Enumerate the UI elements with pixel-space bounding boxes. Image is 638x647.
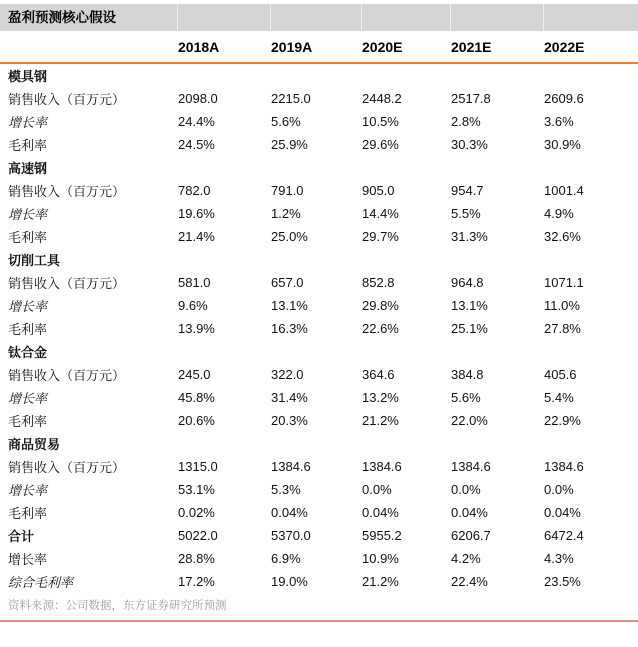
cell-value [177,248,270,271]
cell-value: 32.6% [544,229,581,244]
column-header-2020e: 2020E [361,33,450,63]
column-separator [543,4,544,31]
cell-value: 2098.0 [178,91,218,106]
column-separator [361,4,362,31]
row-label: 高速钢 [8,161,48,176]
row-label: 商品贸易 [8,437,61,452]
table-row [0,294,638,317]
row-label: 合计 [8,529,35,544]
cell-value: 2448.2 [362,91,402,106]
cell-value: 22.9% [544,413,581,428]
bottom-rule [0,620,638,622]
cell-value: 28.8% [178,551,215,566]
cell-value: 14.4% [362,206,399,221]
row-label: 销售收入（百万元） [8,368,126,383]
table-row [0,386,638,409]
table-row [0,547,638,570]
row-label: 增长率 [8,483,48,498]
row-label: 销售收入（百万元） [8,92,126,107]
cell-value: 782.0 [178,183,211,198]
cell-value: 11.0% [544,298,580,313]
column-header-row [0,33,638,63]
cell-value: 0.04% [544,505,581,520]
cell-value [450,432,543,455]
cell-value: 29.8% [362,298,399,313]
cell-value: 5.6% [451,390,481,405]
cell-value: 1001.4 [544,183,584,198]
row-label: 销售收入（百万元） [8,460,126,475]
row-label: 增长率 [8,299,48,314]
table-row [0,202,638,225]
cell-value: 0.0% [544,482,574,497]
column-header-blank [0,33,177,63]
cell-value: 1384.6 [451,459,491,474]
cell-value: 1.2% [271,206,301,221]
cell-value [270,340,361,363]
table-row [0,179,638,202]
cell-value: 16.3% [271,321,308,336]
cell-value [361,63,450,87]
cell-value: 2609.6 [544,91,584,106]
cell-value: 20.6% [178,413,215,428]
column-separator [270,4,271,31]
source-note: 资料来源：公司数据，东方证券研究所预测 [8,600,227,612]
cell-value: 5022.0 [178,528,218,543]
cell-value: 22.4% [451,574,488,589]
cell-value: 1384.6 [271,459,311,474]
row-label: 切削工具 [8,253,61,268]
cell-value: 852.8 [362,275,395,290]
cell-value: 245.0 [178,367,211,382]
cell-value: 6472.4 [544,528,584,543]
row-label: 销售收入（百万元） [8,276,126,291]
cell-value: 53.1% [178,482,215,497]
cell-value: 13.1% [271,298,308,313]
cell-value: 364.6 [362,367,395,382]
section-row [0,248,638,271]
row-label: 增长率 [8,115,48,130]
cell-value: 0.04% [362,505,399,520]
row-label: 毛利率 [8,506,48,521]
cell-value: 30.3% [451,137,488,152]
cell-value: 5.4% [544,390,574,405]
cell-value: 5.5% [451,206,481,221]
cell-value: 384.8 [451,367,484,382]
cell-value: 23.5% [544,574,581,589]
table-body [0,63,638,593]
cell-value: 10.9% [362,551,399,566]
cell-value: 322.0 [271,367,304,382]
table-row [0,271,638,294]
column-header-2022e: 2022E [543,33,638,63]
cell-value: 25.9% [271,137,308,152]
table-row [0,524,638,547]
cell-value: 4.3% [544,551,574,566]
cell-value: 5370.0 [271,528,311,543]
cell-value [450,340,543,363]
cell-value: 5955.2 [362,528,402,543]
table-row [0,133,638,156]
cell-value [361,340,450,363]
row-label: 模具钢 [8,69,48,84]
cell-value: 791.0 [271,183,304,198]
cell-value: 2517.8 [451,91,491,106]
table-row [0,317,638,340]
cell-value: 31.4% [271,390,308,405]
row-label: 增长率 [8,552,48,567]
row-label: 增长率 [8,207,48,222]
cell-value [177,63,270,87]
cell-value [270,248,361,271]
cell-value: 13.9% [178,321,215,336]
cell-value: 21.4% [178,229,215,244]
cell-value: 1384.6 [362,459,402,474]
cell-value [543,248,638,271]
row-label: 毛利率 [8,138,48,153]
cell-value: 1384.6 [544,459,584,474]
cell-value: 22.0% [451,413,488,428]
column-header-2018a: 2018A [177,33,270,63]
cell-value: 5.6% [271,114,301,129]
cell-value: 405.6 [544,367,577,382]
cell-value: 581.0 [178,275,211,290]
cell-value: 905.0 [362,183,395,198]
cell-value [177,156,270,179]
table-row [0,501,638,524]
row-label: 销售收入（百万元） [8,184,126,199]
cell-value: 954.7 [451,183,484,198]
table-row [0,87,638,110]
forecast-table [0,33,638,593]
row-label: 毛利率 [8,322,48,337]
cell-value: 10.5% [362,114,399,129]
cell-value: 30.9% [544,137,581,152]
cell-value [450,156,543,179]
cell-value: 2.8% [451,114,481,129]
cell-value: 45.8% [178,390,215,405]
cell-value: 22.6% [362,321,399,336]
cell-value: 6206.7 [451,528,491,543]
cell-value: 24.4% [178,114,215,129]
cell-value: 0.02% [178,505,215,520]
cell-value [177,340,270,363]
cell-value: 21.2% [362,413,399,428]
cell-value: 29.7% [362,229,399,244]
cell-value: 0.0% [362,482,392,497]
table-row [0,409,638,432]
cell-value [450,248,543,271]
cell-value: 1071.1 [544,275,584,290]
cell-value: 27.8% [544,321,581,336]
cell-value: 19.6% [178,206,215,221]
cell-value: 21.2% [362,574,399,589]
table-title-bar [0,4,638,31]
table-row [0,478,638,501]
column-separator [177,4,178,31]
cell-value: 6.9% [271,551,301,566]
cell-value [543,432,638,455]
cell-value [361,248,450,271]
cell-value: 20.3% [271,413,308,428]
row-label: 钛合金 [8,345,48,360]
column-header-2019a: 2019A [270,33,361,63]
row-label: 综合毛利率 [8,575,74,590]
cell-value [543,63,638,87]
cell-value: 17.2% [178,574,215,589]
column-separator [450,4,451,31]
cell-value: 29.6% [362,137,399,152]
cell-value [361,156,450,179]
cell-value [270,63,361,87]
section-row [0,63,638,87]
cell-value: 4.9% [544,206,574,221]
column-header-2021e: 2021E [450,33,543,63]
cell-value: 4.2% [451,551,481,566]
cell-value [543,156,638,179]
table-title: 盈利预测核心假设 [8,10,116,25]
cell-value: 657.0 [271,275,304,290]
cell-value: 0.0% [451,482,481,497]
row-label: 毛利率 [8,230,48,245]
table-row [0,455,638,478]
cell-value: 24.5% [178,137,215,152]
section-row [0,432,638,455]
cell-value: 13.2% [362,390,399,405]
cell-value: 13.1% [451,298,488,313]
cell-value [543,340,638,363]
cell-value: 0.04% [271,505,308,520]
table-row [0,110,638,133]
cell-value: 25.0% [271,229,308,244]
cell-value: 1315.0 [178,459,218,474]
cell-value: 31.3% [451,229,488,244]
cell-value [361,432,450,455]
row-label: 增长率 [8,391,48,406]
row-label: 毛利率 [8,414,48,429]
table-row [0,225,638,248]
cell-value [450,63,543,87]
cell-value: 25.1% [451,321,488,336]
cell-value [270,156,361,179]
cell-value: 3.6% [544,114,574,129]
table-row [0,363,638,386]
cell-value: 5.3% [271,482,301,497]
cell-value: 19.0% [271,574,308,589]
cell-value [270,432,361,455]
cell-value: 9.6% [178,298,208,313]
cell-value: 0.04% [451,505,488,520]
cell-value: 2215.0 [271,91,311,106]
section-row [0,340,638,363]
table-row [0,570,638,593]
cell-value: 964.8 [451,275,484,290]
cell-value [177,432,270,455]
section-row [0,156,638,179]
